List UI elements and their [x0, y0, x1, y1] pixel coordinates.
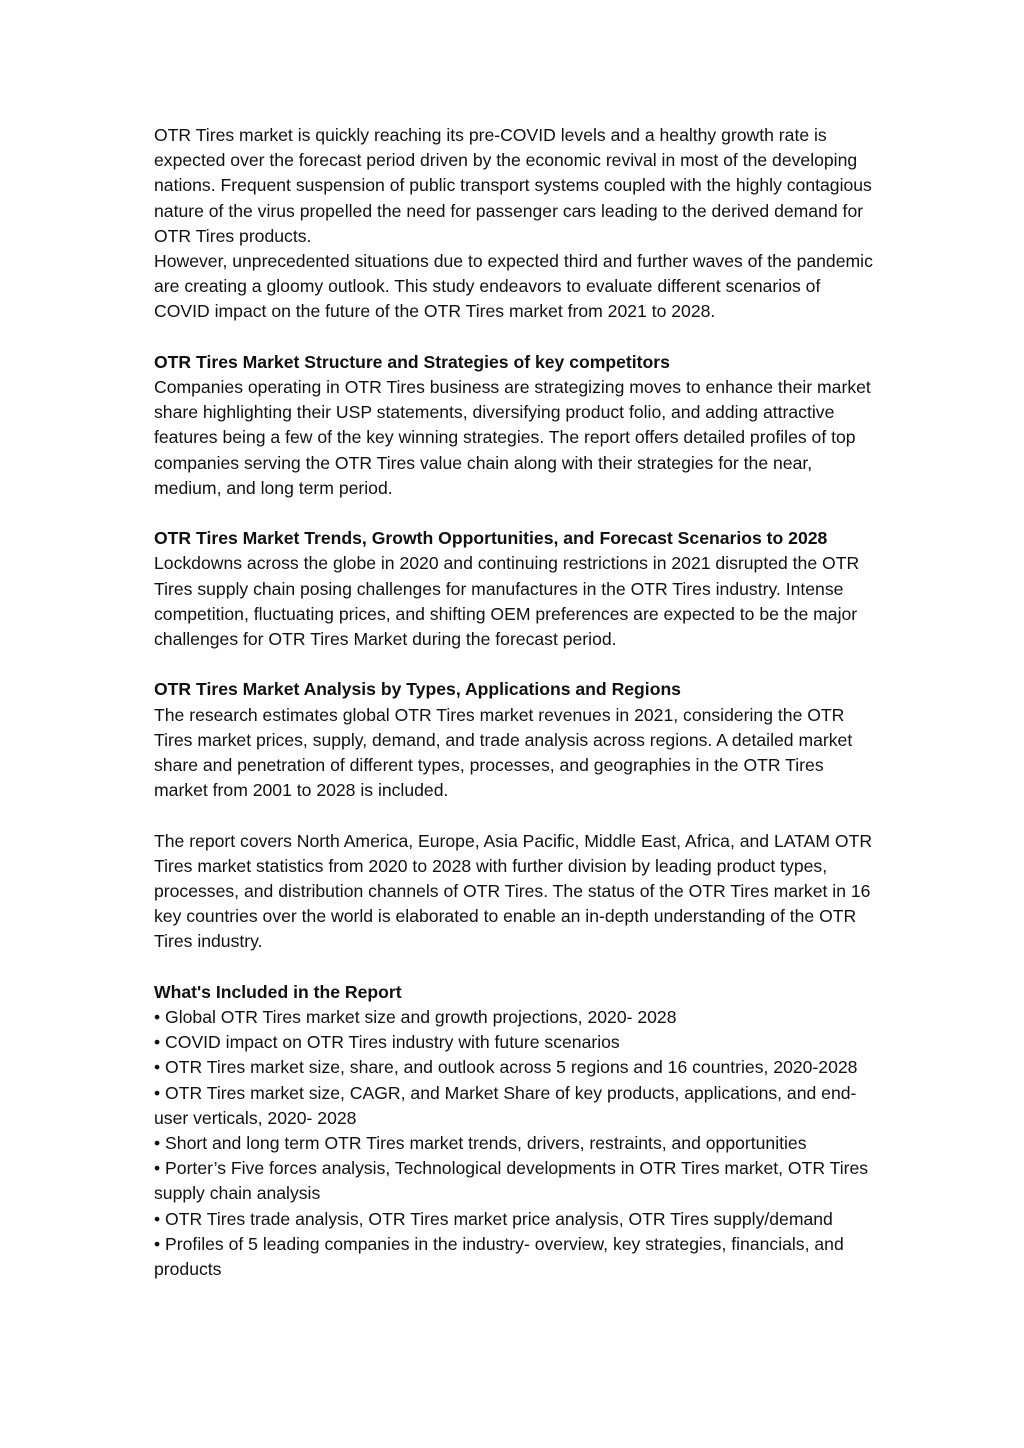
list-item: • OTR Tires trade analysis, OTR Tires market price analysis, OTR Tires supply/demand [154, 1208, 833, 1229]
section-heading: OTR Tires Market Structure and Strategies of key competitors [154, 351, 670, 372]
intro-paragraph-continued: However, unprecedented situations due to expected third and further waves of the pandemic are creating a gloomy outlook. This study endeavors to evaluate different scenarios of COVID impact on the future of the OTR Tires market from 2021 to 2028. [154, 251, 873, 322]
list-item: • OTR Tires market size, share, and outlook across 5 regions and 16 countries, 2020-2028 [154, 1057, 858, 1078]
list-item: • COVID impact on OTR Tires industry with future scenarios [154, 1032, 620, 1053]
regions-paragraph: The report covers North America, Europe, Asia Pacific, Middle East, Africa, and LATAM OTR Tires market statistics from 2020 to 2028 with further division by leading product types, processes, and distribution channels of OTR Tires. The status of the OTR Tires market in 16 key countries over the world is elaborated to enable an in-depth understanding of the OTR Tires industry. [154, 830, 873, 952]
section-body: Companies operating in OTR Tires business are strategizing moves to enhance their market share highlighting their USP statements, diversifying product folio, and adding attractive features being a few of the key winning strategies. The report offers detailed profiles of top companies serving the OTR Tires value chain along with their strategies for the near, medium, and long term period. [154, 377, 871, 498]
market-trends-section [154, 526, 874, 652]
intro-section [154, 123, 874, 325]
section-heading: OTR Tires Market Trends, Growth Opportunities, and Forecast Scenarios to 2028 [154, 528, 828, 549]
document-page [154, 123, 874, 1282]
section-body: The research estimates global OTR Tires market revenues in 2021, considering the OTR Tires market prices, supply, demand, and trade analysis across regions. A detailed market share and penetration of different types, processes, and geographies in the OTR Tires market from 2001 to 2028 is included. [154, 704, 853, 801]
regions-section [154, 829, 874, 955]
market-analysis-section [154, 677, 874, 803]
intro-paragraph: OTR Tires market is quickly reaching its pre-COVID levels and a healthy growth rate is expected over the forecast period driven by the economic revival in most of the developing nations. Frequent suspension of public transport systems coupled with the highly contagious nature of the virus propelled the need for passenger cars leading to the derived demand for OTR Tires products. [154, 125, 872, 246]
list-item: • OTR Tires market size, CAGR, and Market Share of key products, applications, and end-user verticals, 2020- 2028 [154, 1082, 857, 1128]
list-item: • Global OTR Tires market size and growth projections, 2020- 2028 [154, 1007, 677, 1028]
section-body: Lockdowns across the globe in 2020 and continuing restrictions in 2021 disrupted the OTR Tires supply chain posing challenges for manufactures in the OTR Tires industry. Intense competition, fluctuating prices, and shifting OEM preferences are expected to be the major challenges for OTR Tires Market during the forecast period. [154, 553, 860, 650]
list-item: • Short and long term OTR Tires market trends, drivers, restraints, and opportunities [154, 1133, 807, 1154]
section-heading: What's Included in the Report [154, 981, 402, 1002]
included-list [154, 1005, 874, 1282]
list-item: • Porter’s Five forces analysis, Technological developments in OTR Tires market, OTR Tires supply chain analysis [154, 1158, 869, 1204]
section-heading: OTR Tires Market Analysis by Types, Applications and Regions [154, 679, 681, 700]
included-section [154, 980, 874, 1282]
market-structure-section [154, 350, 874, 501]
list-item: • Profiles of 5 leading companies in the industry- overview, key strategies, financials, and products [154, 1233, 844, 1280]
